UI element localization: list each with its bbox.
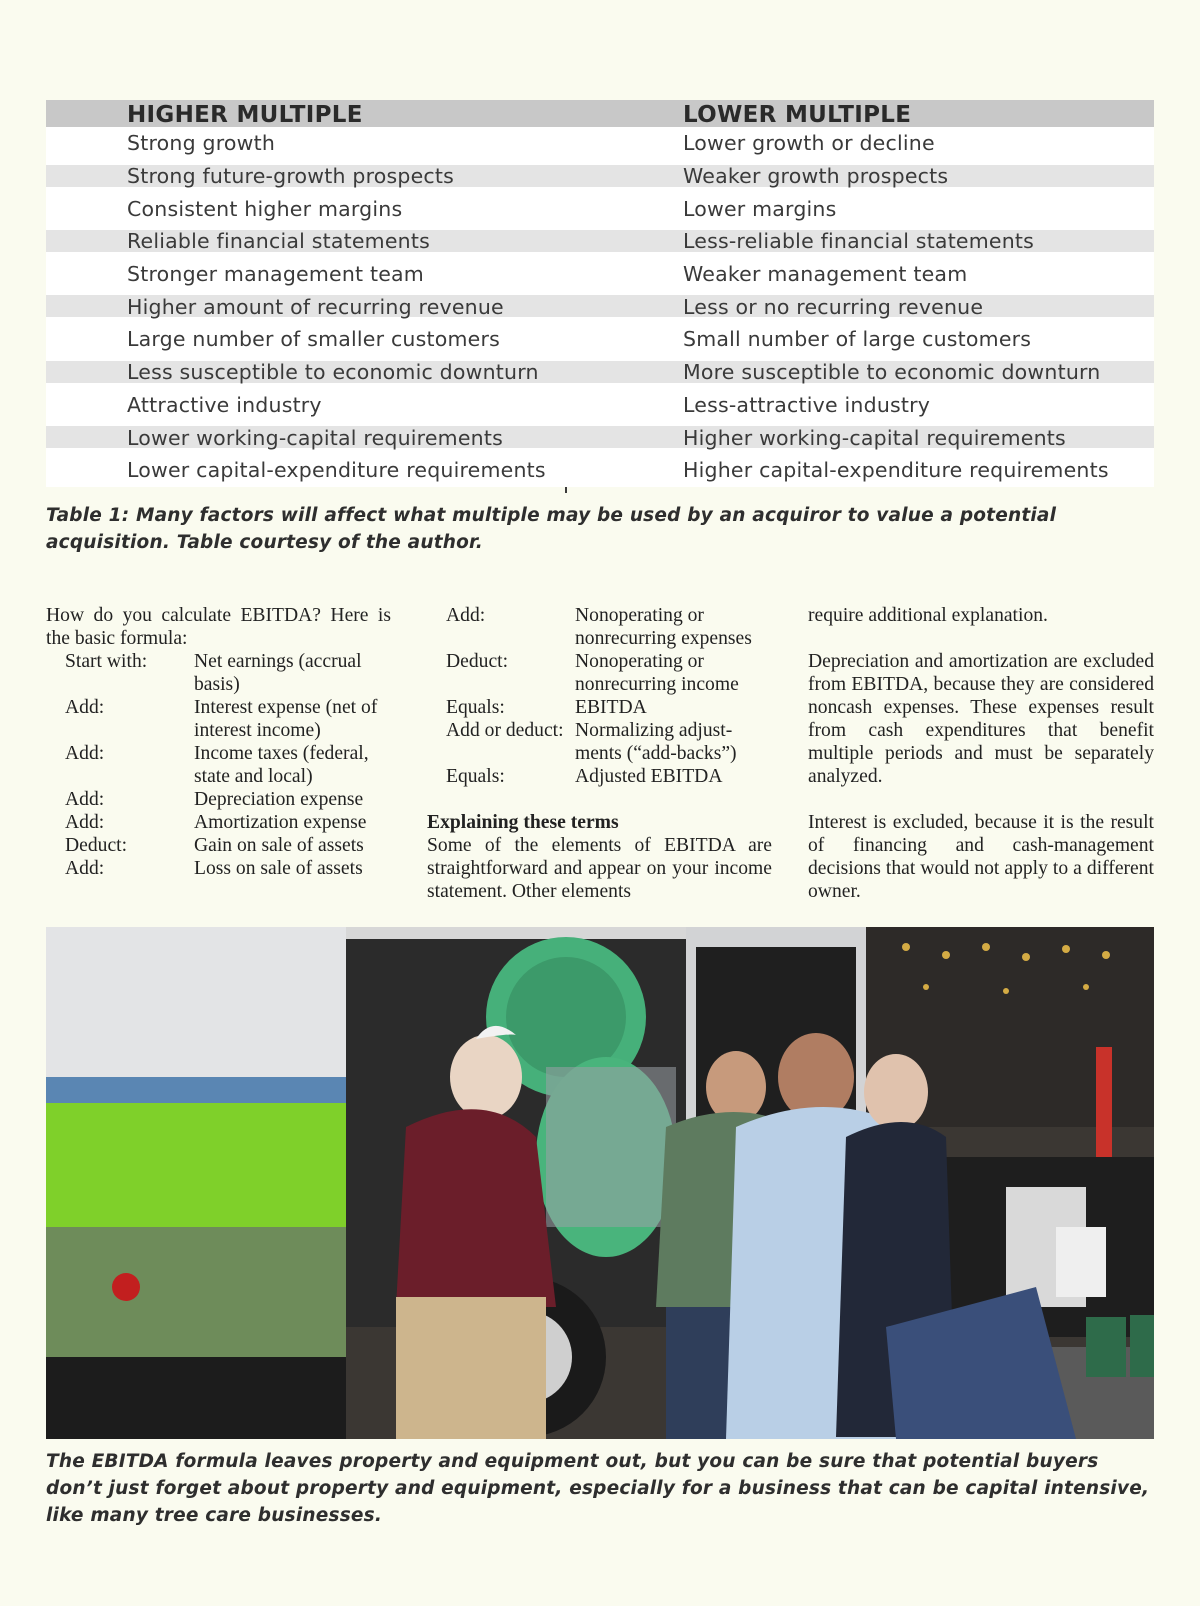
formula-operation: Add: — [65, 812, 105, 833]
formula-intro: How do you calculate EBITDA? Here is the basic formula: — [46, 605, 391, 649]
table-row — [46, 290, 1154, 323]
formula-item: Loss on sale of assets — [194, 858, 363, 879]
paragraph-terms-continued: require additional explanation. — [808, 605, 1048, 626]
lower-multiple-factor: More susceptible to economic downturn — [683, 360, 1101, 385]
paragraph-interest: Interest is excluded, because it is the result of financing and cash-management decisions that would not apply to a different owner. — [808, 812, 1154, 902]
table-row — [46, 160, 1154, 193]
higher-multiple-factor: Strong future-growth prospects — [127, 164, 454, 189]
lower-multiple-factor: Higher working-capital requirements — [683, 425, 1066, 450]
formula-operation: Equals: — [446, 766, 505, 787]
lower-multiple-factor: Higher capital-expenditure requirements — [683, 458, 1109, 483]
lower-multiple-factor: Less-attractive industry — [683, 392, 931, 417]
table-row — [46, 192, 1154, 225]
formula-item: Depreciation expense — [194, 789, 364, 810]
formula-operation: Add: — [446, 605, 486, 626]
truck-demo-illustration — [46, 927, 1154, 1439]
formula-line — [46, 742, 391, 788]
formula-item: Nonoperating or nonrecurring income — [575, 651, 739, 695]
higher-multiple-factor: Stronger management team — [127, 262, 424, 287]
formula-operation: Deduct: — [65, 835, 128, 856]
formula-operation: Equals: — [446, 697, 505, 718]
formula-item: Nonoperating or nonrecurring expenses — [575, 605, 752, 649]
formula-item: Gain on sale of assets — [194, 835, 364, 856]
formula-line — [427, 765, 772, 788]
article-column-3 — [808, 604, 1154, 903]
table-header-row — [46, 100, 1154, 127]
formula-operation: Add: — [65, 697, 105, 718]
higher-multiple-factor: Reliable financial statements — [127, 229, 430, 254]
higher-multiple-factor: Consistent higher margins — [127, 196, 403, 221]
lower-multiple-factor: Lower growth or decline — [683, 131, 935, 156]
lower-multiple-factor: Less-reliable financial statements — [683, 229, 1035, 254]
table-row — [46, 258, 1154, 291]
formula-operation: Start with: — [65, 651, 148, 672]
formula-line — [46, 788, 391, 811]
formula-item: Income taxes (federal, state and local) — [194, 743, 369, 787]
lower-multiple-factor: Lower margins — [683, 196, 837, 221]
formula-line — [46, 650, 391, 696]
table-row — [46, 225, 1154, 258]
formula-item: Normalizing adjust-ments (“add-backs”) — [575, 720, 737, 764]
table-row — [46, 421, 1154, 454]
lower-multiple-factor: Weaker management team — [683, 262, 968, 287]
header-higher-multiple: HIGHER MULTIPLE — [127, 101, 363, 128]
formula-line — [46, 811, 391, 834]
formula-item: Net earnings (accrual basis) — [194, 651, 362, 695]
table-row — [46, 389, 1154, 422]
formula-operation: Add: — [65, 743, 105, 764]
table-body — [46, 127, 1154, 487]
table-row — [46, 454, 1154, 487]
formula-line — [46, 857, 391, 880]
formula-item: Adjusted EBITDA — [575, 766, 723, 787]
photo-caption: The EBITDA formula leaves property and equipment out, but you can be sure that potential buyers don’t just forget about property and equipment, especially for a business that can be capital intensive, like many tree care businesses. — [46, 1451, 1150, 1526]
formula-line — [427, 696, 772, 719]
higher-multiple-factor: Large number of smaller customers — [127, 327, 500, 352]
formula-line — [427, 650, 772, 696]
article-column-2 — [427, 604, 772, 903]
paragraph-depreciation: Depreciation and amortization are excluded from EBITDA, because they are considered noncash expenses. These expenses result from cash expenditures that benefit multiple periods and must be separately analyzed. — [808, 651, 1154, 787]
higher-multiple-factor: Lower capital-expenditure requirements — [127, 458, 546, 483]
formula-operation: Deduct: — [446, 651, 509, 672]
lower-multiple-factor: Less or no recurring revenue — [683, 294, 984, 319]
formula-list-1 — [46, 650, 391, 880]
formula-operation: Add: — [65, 858, 105, 879]
higher-multiple-factor: Strong growth — [127, 131, 276, 156]
formula-item: Interest expense (net of interest income) — [194, 697, 378, 741]
article-column-1 — [46, 604, 391, 880]
higher-multiple-factor: Less susceptible to economic downturn — [127, 360, 539, 385]
table-row — [46, 356, 1154, 389]
subhead-explaining-terms: Explaining these terms — [427, 812, 619, 833]
header-lower-multiple: LOWER MULTIPLE — [683, 101, 912, 128]
formula-operation: Add: — [65, 789, 105, 810]
formula-line — [46, 696, 391, 742]
formula-item: EBITDA — [575, 697, 647, 718]
paragraph-terms: Some of the elements of EBITDA are straightforward and appear on your income statement. Other elements — [427, 835, 772, 902]
lower-multiple-factor: Small number of large customers — [683, 327, 1032, 352]
trade-show-photo — [46, 927, 1154, 1439]
formula-line — [427, 719, 772, 765]
table-row — [46, 323, 1154, 356]
table-caption: Table 1: Many factors will affect what multiple may be used by an acquiror to value a potential acquisition. Table courtesy of the author. — [46, 505, 1057, 553]
table-row — [46, 127, 1154, 160]
lower-multiple-factor: Weaker growth prospects — [683, 164, 949, 189]
formula-line — [46, 834, 391, 857]
higher-multiple-factor: Attractive industry — [127, 392, 322, 417]
multiples-table — [46, 100, 1154, 487]
higher-multiple-factor: Lower working-capital requirements — [127, 425, 503, 450]
higher-multiple-factor: Higher amount of recurring revenue — [127, 294, 504, 319]
formula-line — [427, 604, 772, 650]
formula-operation: Add or deduct: — [446, 720, 564, 741]
formula-list-2 — [427, 604, 772, 788]
formula-item: Amortization expense — [194, 812, 367, 833]
